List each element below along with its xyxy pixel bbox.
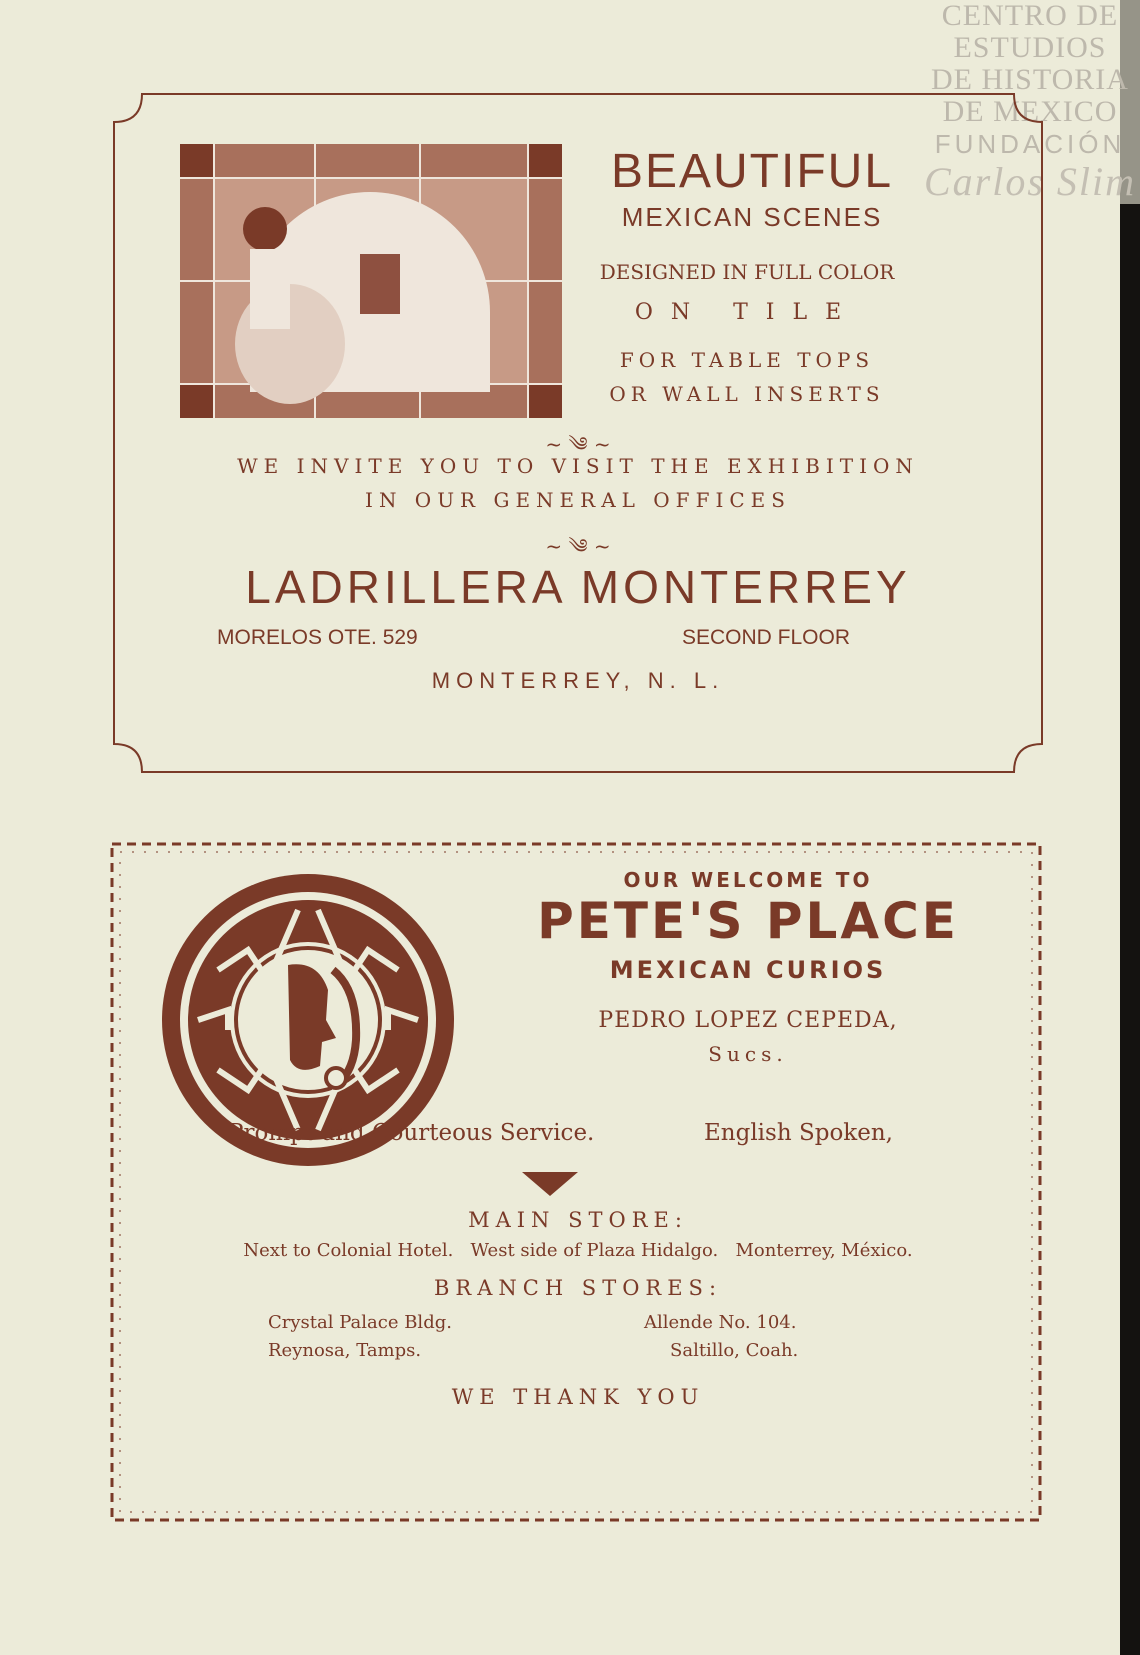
branch-stores-label: BRANCH STORES:: [433, 1276, 723, 1300]
branch-item: Crystal Palace Bldg.: [268, 1312, 452, 1333]
english-line: English Spoken,: [704, 1120, 893, 1146]
owner-suffix: Sucs.: [708, 1042, 788, 1066]
main-store-address: Next to Colonial Hotel. West side of Plaza Hidalgo. Monterrey, México.: [243, 1240, 913, 1261]
watermark-line: ESTUDIOS: [953, 31, 1107, 64]
company-address: MORELOS OTE. 529: [217, 626, 418, 649]
ad-line: DESIGNED IN FULL COLOR: [599, 260, 895, 284]
company-floor: SECOND FLOOR: [682, 626, 851, 649]
ladrillera-ad: [112, 92, 1044, 774]
ad-line: FOR TABLE TOPS: [619, 348, 875, 372]
welcome-line: OUR WELCOME TO: [623, 868, 873, 892]
invite-line: WE INVITE YOU TO VISIT THE EXHIBITION: [237, 454, 919, 478]
ornament-divider: ~ ༄ ~: [545, 432, 611, 456]
branch-item: Allende No. 104.: [644, 1312, 797, 1333]
triangle-ornament: [520, 1170, 580, 1198]
branch-item: Saltillo, Coah.: [670, 1340, 799, 1361]
tile-illustration: [180, 144, 562, 418]
ad-line: ON TILE: [634, 300, 860, 325]
page-edge: [1120, 0, 1140, 1655]
petes-place-ad: [108, 840, 1048, 1525]
watermark-line: DE MEXICO: [942, 95, 1118, 128]
ad-subhead: MEXICAN SCENES: [621, 202, 883, 232]
company-city: MONTERREY, N. L.: [431, 668, 725, 693]
owner-name: PEDRO LOPEZ CEPEDA,: [598, 1008, 898, 1033]
branch-item: Reynosa, Tamps.: [268, 1340, 422, 1361]
invite-line: IN OUR GENERAL OFFICES: [365, 488, 791, 512]
ad-headline: BEAUTIFUL: [610, 145, 894, 198]
watermark-line: CENTRO DE: [941, 0, 1119, 32]
thank-you: WE THANK YOU: [451, 1385, 705, 1409]
service-line: Prompt and Courteous Service.: [228, 1120, 595, 1146]
ad-line: OR WALL INSERTS: [609, 382, 885, 406]
watermark-signature: Carlos Slim: [923, 159, 1137, 204]
store-name: PETE'S PLACE: [537, 892, 959, 950]
main-store-label: MAIN STORE:: [468, 1208, 688, 1232]
company-name: LADRILLERA MONTERREY: [245, 561, 911, 613]
watermark-line: FUNDACIÓN: [934, 129, 1126, 159]
ornament-divider: ~ ༄ ~: [545, 534, 611, 558]
store-tagline: MEXICAN CURIOS: [609, 956, 887, 984]
watermark-line: DE HISTORIA: [931, 63, 1129, 96]
